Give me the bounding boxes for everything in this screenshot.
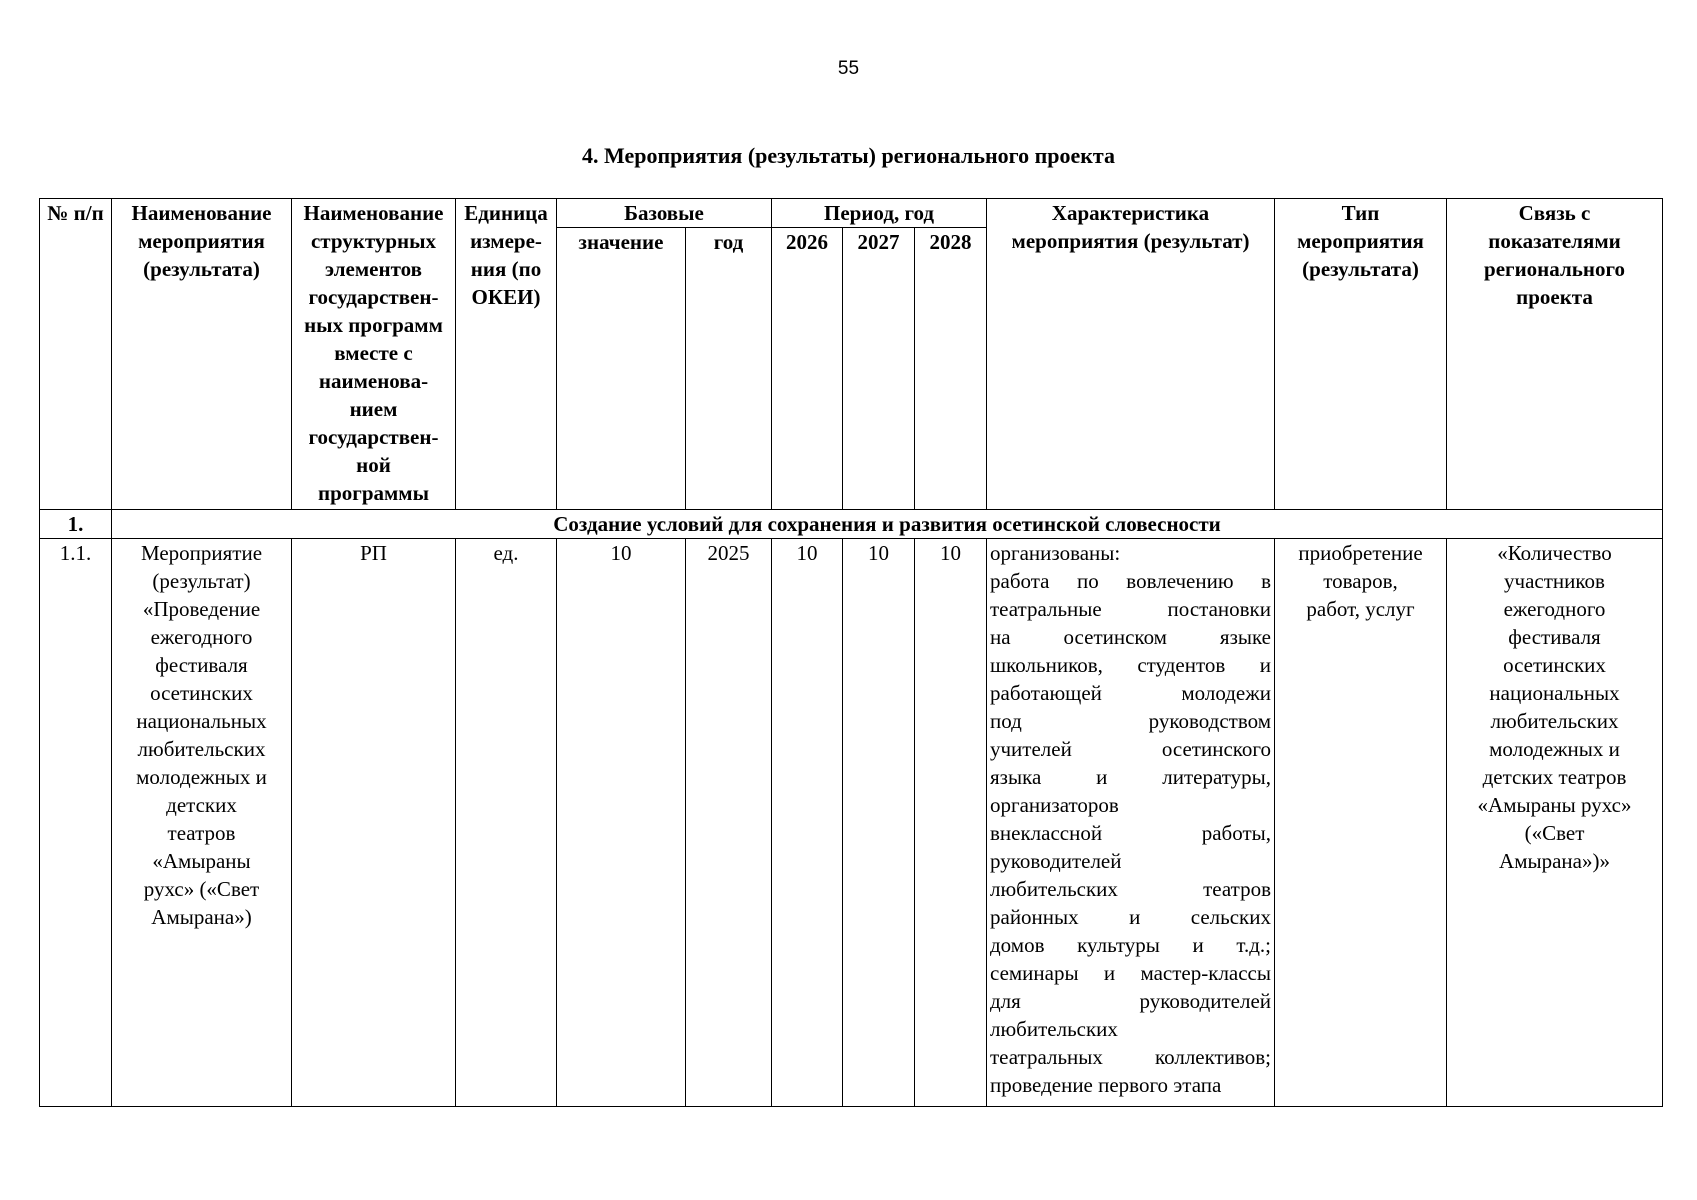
activity-name-line: рухс» («Свет: [143, 877, 260, 901]
indicator-link-line: ежегодного: [1503, 597, 1606, 621]
characteristic-line: школьников, студентов и: [990, 653, 1271, 677]
indicator-link-line: участников: [1504, 569, 1605, 593]
header-unit: [456, 199, 557, 510]
indicator-link-line: Амырана»)»: [1499, 849, 1610, 873]
activity-name-line: Мероприятие: [140, 541, 263, 565]
row-number: 1.1.: [40, 539, 112, 1107]
header-structural-line: Наименование: [303, 201, 444, 225]
section-heading: Создание условий для сохранения и развития осетинской словесности: [112, 510, 1663, 539]
header-unit-line: Единица: [464, 201, 548, 225]
header-structural-line: нием: [349, 397, 398, 421]
characteristic-line: проведение первого этапа: [990, 1073, 1222, 1097]
indicator-link-line: фестиваля: [1508, 625, 1601, 649]
characteristic-line: для руководителей: [990, 989, 1271, 1013]
value-2028: 10: [915, 539, 987, 1107]
characteristic-line: языка и литературы,: [990, 765, 1271, 789]
indicator-link-line: молодежных и: [1489, 737, 1620, 761]
header-unit-line: ния (по: [470, 257, 542, 281]
activity-type-line: работ, услуг: [1306, 597, 1415, 621]
header-structural-line: государствен-: [308, 425, 439, 449]
characteristic-line: учителей осетинского: [990, 737, 1271, 761]
activity-type-line: приобретение: [1298, 541, 1423, 565]
activity-type: [1275, 539, 1447, 1107]
section-number: 1.: [40, 510, 112, 539]
header-structural-line: программы: [318, 481, 429, 505]
activities-table: [39, 198, 1663, 1107]
activity-name: [112, 539, 292, 1107]
activity-name-line: детских: [166, 793, 237, 817]
header-structural-line: ных программ: [304, 313, 443, 337]
header-type: Тип мероприятия (результата): [1275, 199, 1447, 510]
characteristic-line: работа по вовлечению в: [990, 569, 1271, 593]
characteristic-line: внеклассной работы,: [990, 821, 1271, 845]
characteristic-line: семинары и мастер-классы: [990, 961, 1271, 985]
header-structural-line: вместе с: [334, 341, 413, 365]
characteristic-line: театральных коллективов;: [990, 1045, 1271, 1069]
activity-type-line: товаров,: [1323, 569, 1398, 593]
header-structural-line: наименова-: [318, 369, 429, 393]
value-2027: 10: [843, 539, 915, 1107]
header-period: Период, год: [772, 199, 987, 228]
header-row-top: [40, 199, 1663, 228]
header-unit-line: ОКЕИ): [471, 285, 541, 309]
characteristic-line: на осетинском языке: [990, 625, 1271, 649]
indicator-link-line: любительских: [1490, 709, 1619, 733]
activity-name-line: (результат): [152, 569, 251, 593]
indicator-link-line: «Количество: [1497, 541, 1612, 565]
header-structural-line: структурных: [310, 229, 437, 253]
characteristic-line: театральные постановки: [990, 597, 1271, 621]
header-base-value: значение: [557, 228, 686, 510]
header-year-2026: 2026: [772, 228, 843, 510]
section-row: [40, 510, 1663, 539]
value-2026: 10: [772, 539, 843, 1107]
header-structural-line: элементов: [325, 257, 422, 281]
base-value: 10: [557, 539, 686, 1107]
structural-element: РП: [292, 539, 456, 1107]
characteristic-line: районных и сельских: [990, 905, 1271, 929]
indicator-link-line: осетинских: [1503, 653, 1606, 677]
indicator-link-line: («Свет: [1524, 821, 1585, 845]
page-number: 55: [837, 58, 860, 79]
header-structural-line: государствен-: [308, 285, 439, 309]
characteristic-line: руководителей: [990, 849, 1122, 873]
characteristic-line: любительских: [990, 1017, 1118, 1041]
activity-name-line: «Проведение: [142, 597, 261, 621]
indicator-link: [1447, 539, 1663, 1107]
header-unit-line: измере-: [470, 229, 542, 253]
unit-value: ед.: [456, 539, 557, 1107]
characteristic-line: любительских театров: [990, 877, 1271, 901]
header-base-year: год: [686, 228, 772, 510]
characteristic-line: работающей молодежи: [990, 681, 1271, 705]
header-name: Наименование мероприятия (результата): [112, 199, 292, 510]
characteristic-line: домов культуры и т.д.;: [990, 933, 1271, 957]
activity-name-line: театров: [167, 821, 236, 845]
base-year: 2025: [686, 539, 772, 1107]
activity-name-line: осетинских: [150, 681, 253, 705]
section-title: 4. Мероприятия (результаты) регионального проекта: [581, 143, 1116, 168]
characteristic-line: под руководством: [990, 709, 1271, 733]
header-link: Связь с показателями регионального проекта: [1447, 199, 1663, 510]
header-characteristic: Характеристика мероприятия (результат): [987, 199, 1275, 510]
activity-name-line: фестиваля: [155, 653, 248, 677]
activity-name-line: ежегодного: [150, 625, 253, 649]
activity-name-line: «Амыраны: [152, 849, 251, 873]
activity-characteristic: [987, 539, 1275, 1107]
header-year-2028: 2028: [915, 228, 987, 510]
table-row: [40, 539, 1663, 1107]
activity-name-line: любительских: [137, 737, 266, 761]
characteristic-line: организаторов: [990, 793, 1119, 817]
header-structural-line: ной: [356, 453, 391, 477]
activity-name-line: Амырана»): [151, 905, 252, 929]
header-year-2027: 2027: [843, 228, 915, 510]
indicator-link-line: национальных: [1489, 681, 1620, 705]
activity-name-line: молодежных и: [136, 765, 267, 789]
indicator-link-line: детских театров: [1482, 765, 1627, 789]
activity-name-line: национальных: [136, 709, 267, 733]
header-num: № п/п: [40, 199, 112, 510]
characteristic-line: организованы:: [990, 541, 1121, 565]
header-base: Базовые: [557, 199, 772, 228]
indicator-link-line: «Амыраны рухс»: [1477, 793, 1632, 817]
header-structural: [292, 199, 456, 510]
